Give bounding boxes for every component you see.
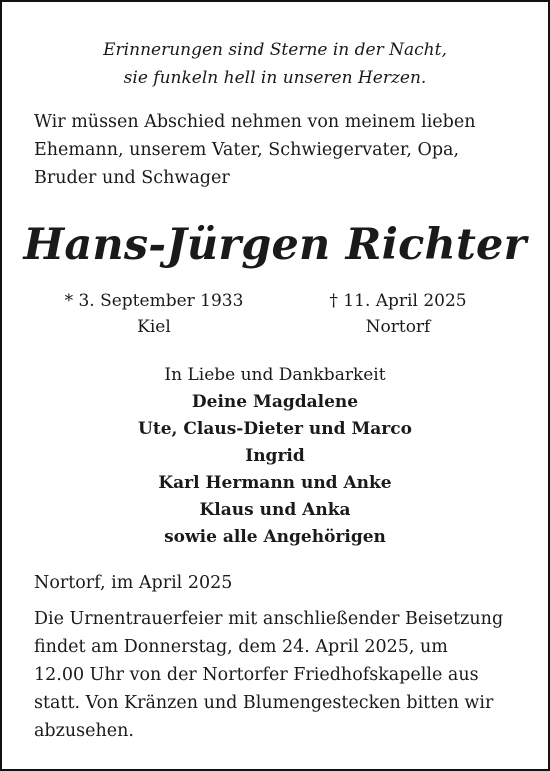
birth-info [54,288,254,340]
intro-line: Bruder und Schwager [34,168,230,188]
mourner-name: Ingrid [245,446,305,466]
signoff-intro: In Liebe und Dankbarkeit [164,365,386,385]
mourner-name: Ute, Claus-Dieter und Marco [138,419,412,439]
birth-date: * 3. September 1933 [64,291,244,311]
service-line: findet am Donnerstag, dem 24. April 2025, um [34,637,448,657]
intro-line: Wir müssen Abschied nehmen von meinem lieben [34,112,476,132]
quote-line: sie funkeln hell in unseren Herzen. [123,68,427,88]
mourner-name: Karl Hermann und Anke [158,473,392,493]
mourner-name: Klaus und Anka [199,500,351,520]
death-info [298,288,498,340]
death-place: Nortorf [365,317,431,337]
service-details [34,605,530,745]
place-and-date: Nortorf, im April 2025 [34,573,233,593]
deceased-name: Hans-Jürgen Richter [23,220,527,270]
quote-line: Erinnerungen sind Sterne in der Nacht, [103,40,447,60]
mourner-name: sowie alle Angehörigen [164,527,386,547]
service-line: 12.00 Uhr von der Nortorfer Friedhofskapelle aus [34,665,479,685]
birth-place: Kiel [137,317,171,337]
intro-line: Ehemann, unserem Vater, Schwiegervater, Opa, [34,140,460,160]
memorial-quote [2,36,548,92]
mourners-signoff [2,362,548,551]
death-date: † 11. April 2025 [329,291,467,311]
service-line: abzusehen. [34,721,134,741]
mourner-name: Deine Magdalene [191,392,359,412]
service-line: Die Urnentrauerfeier mit anschließender Beisetzung [34,609,504,629]
service-line: statt. Von Kränzen und Blumengestecken bitten wir [34,693,494,713]
intro-text [34,108,528,192]
